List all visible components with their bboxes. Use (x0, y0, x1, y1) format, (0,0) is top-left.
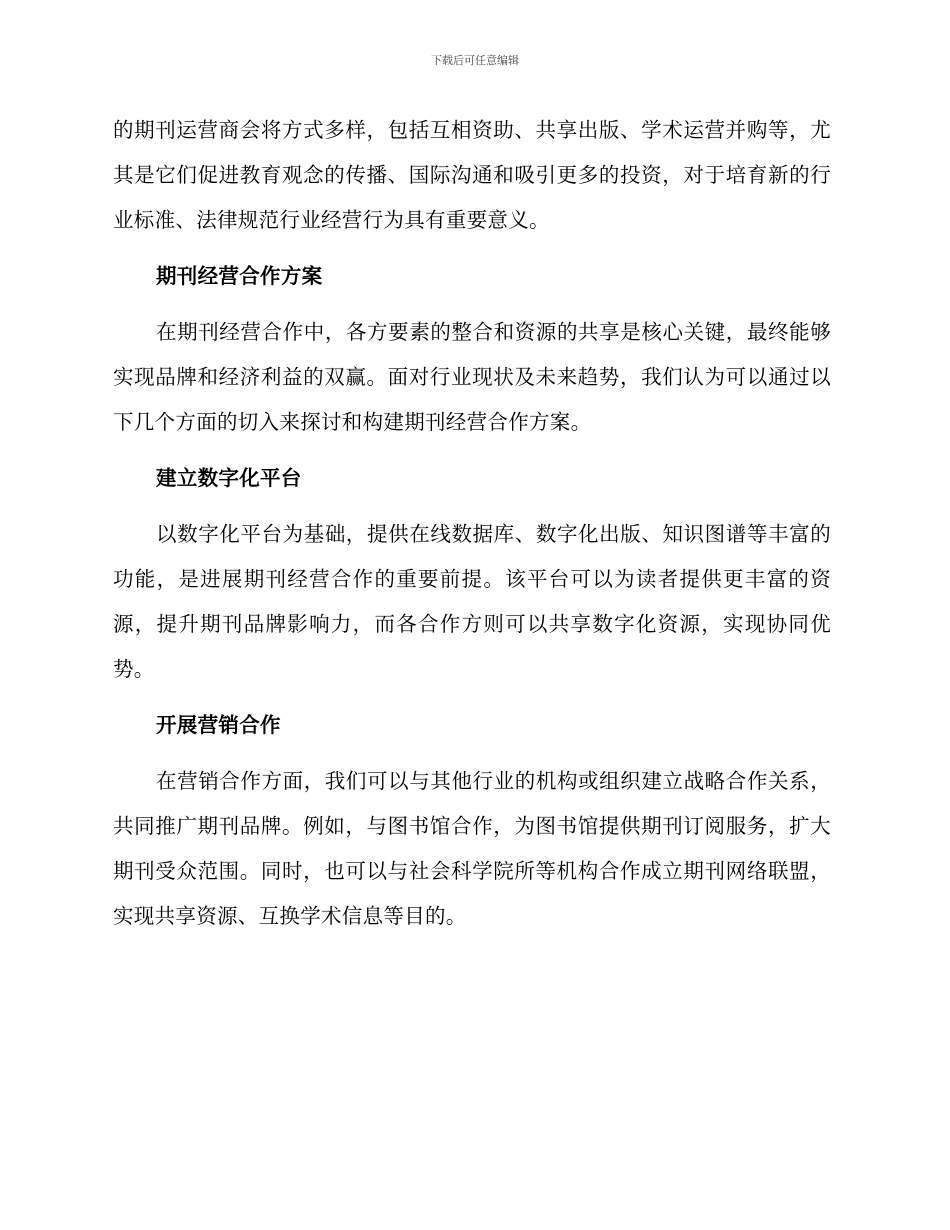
document-body (113, 108, 831, 939)
section-heading-marketing-cooperation: 开展营销合作 (156, 713, 281, 737)
section-paragraph-cooperation-plan: 在期刊经营合作中，各方要素的整合和资源的共享是核心关键，最终能够实现品牌和经济利益的双赢。面对行业现状及未来趋势，我们认为可以通过以下几个方面的切入来探讨和构建期刊经营合作方案。 (113, 320, 831, 434)
section-heading-digital-platform: 建立数字化平台 (156, 466, 302, 490)
section-heading-cooperation-plan: 期刊经营合作方案 (156, 264, 323, 288)
page-header: 下载后可任意编辑 (431, 54, 519, 67)
section-paragraph-marketing-cooperation: 在营销合作方面，我们可以与其他行业的机构或组织建立战略合作关系，共同推广期刊品牌。例如，与图书馆合作，为图书馆提供期刊订阅服务，扩大期刊受众范围。同时，也可以与社会科学院所等机构合作成立期刊网络联盟，实现共享资源、互换学术信息等目的。 (113, 769, 831, 928)
section-paragraph-digital-platform: 以数字化平台为基础，提供在线数据库、数字化出版、知识图谱等丰富的功能，是进展期刊经营合作的重要前提。该平台可以为读者提供更丰富的资源，提升期刊品牌影响力，而各合作方则可以共享数字化资源，实现协同优势。 (113, 522, 831, 681)
intro-paragraph: 的期刊运营商会将方式多样，包括互相资助、共享出版、学术运营并购等，尤其是它们促进教育观念的传播、国际沟通和吸引更多的投资，对于培育新的行业标准、法律规范行业经营行为具有重要意义。 (113, 118, 831, 232)
